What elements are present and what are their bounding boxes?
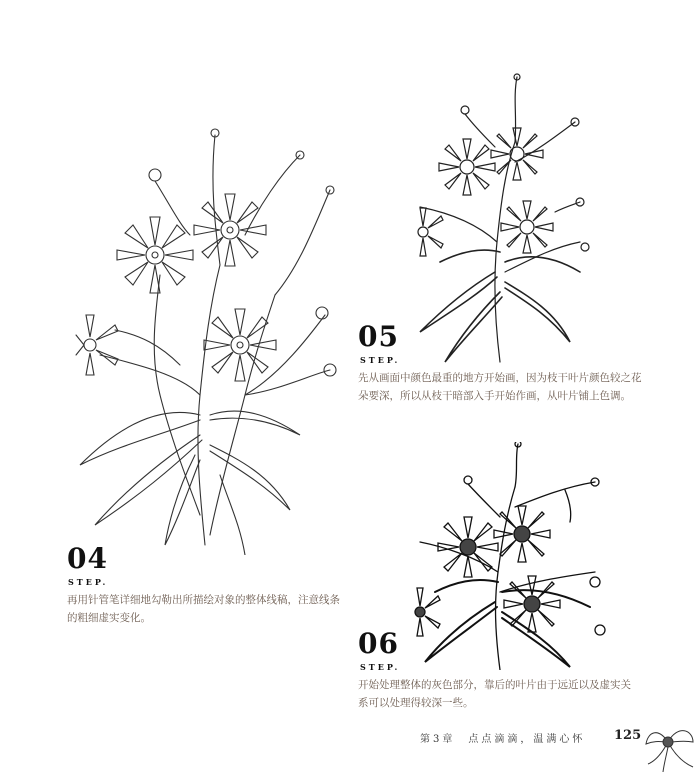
step-06-label: STEP. bbox=[360, 662, 401, 672]
step-04-label: STEP. bbox=[68, 577, 109, 587]
flower-drawing-step-05 bbox=[405, 72, 615, 367]
step-05-description bbox=[358, 369, 642, 405]
step-04-line-2: 的粗细虚实变化。 bbox=[67, 612, 151, 624]
step-06-line-1: 开始处理整体的灰色部分，靠后的叶片由于远近以及虚实关 bbox=[358, 679, 631, 691]
page-number: 125 bbox=[614, 728, 642, 743]
step-04-number: 04 bbox=[67, 542, 108, 575]
step-05-line-1: 先从画面中颜色最重的地方开始画，因为枝干叶片颜色较之花 bbox=[358, 372, 642, 384]
step-06-description bbox=[358, 676, 631, 712]
flower-drawing-step-06 bbox=[400, 442, 620, 670]
step-05-number: 05 bbox=[358, 320, 399, 353]
step-06-number: 06 bbox=[358, 627, 399, 660]
step-06-line-2: 系可以处理得较深一些。 bbox=[358, 697, 474, 709]
footer-flower-ornament bbox=[638, 712, 698, 772]
step-04-line-1: 再用针管笔详细地勾勒出所描绘对象的整体线稿，注意线条 bbox=[67, 594, 340, 606]
flower-line-drawing-step-04 bbox=[60, 115, 350, 555]
step-04-description bbox=[67, 591, 340, 627]
step-05-line-2: 朵要深，所以从枝干暗部入手开始作画，从叶片铺上色调。 bbox=[358, 390, 631, 402]
step-05-label: STEP. bbox=[360, 355, 401, 365]
chapter-title: 第3章 点点滴滴，温满心怀 bbox=[420, 734, 586, 745]
